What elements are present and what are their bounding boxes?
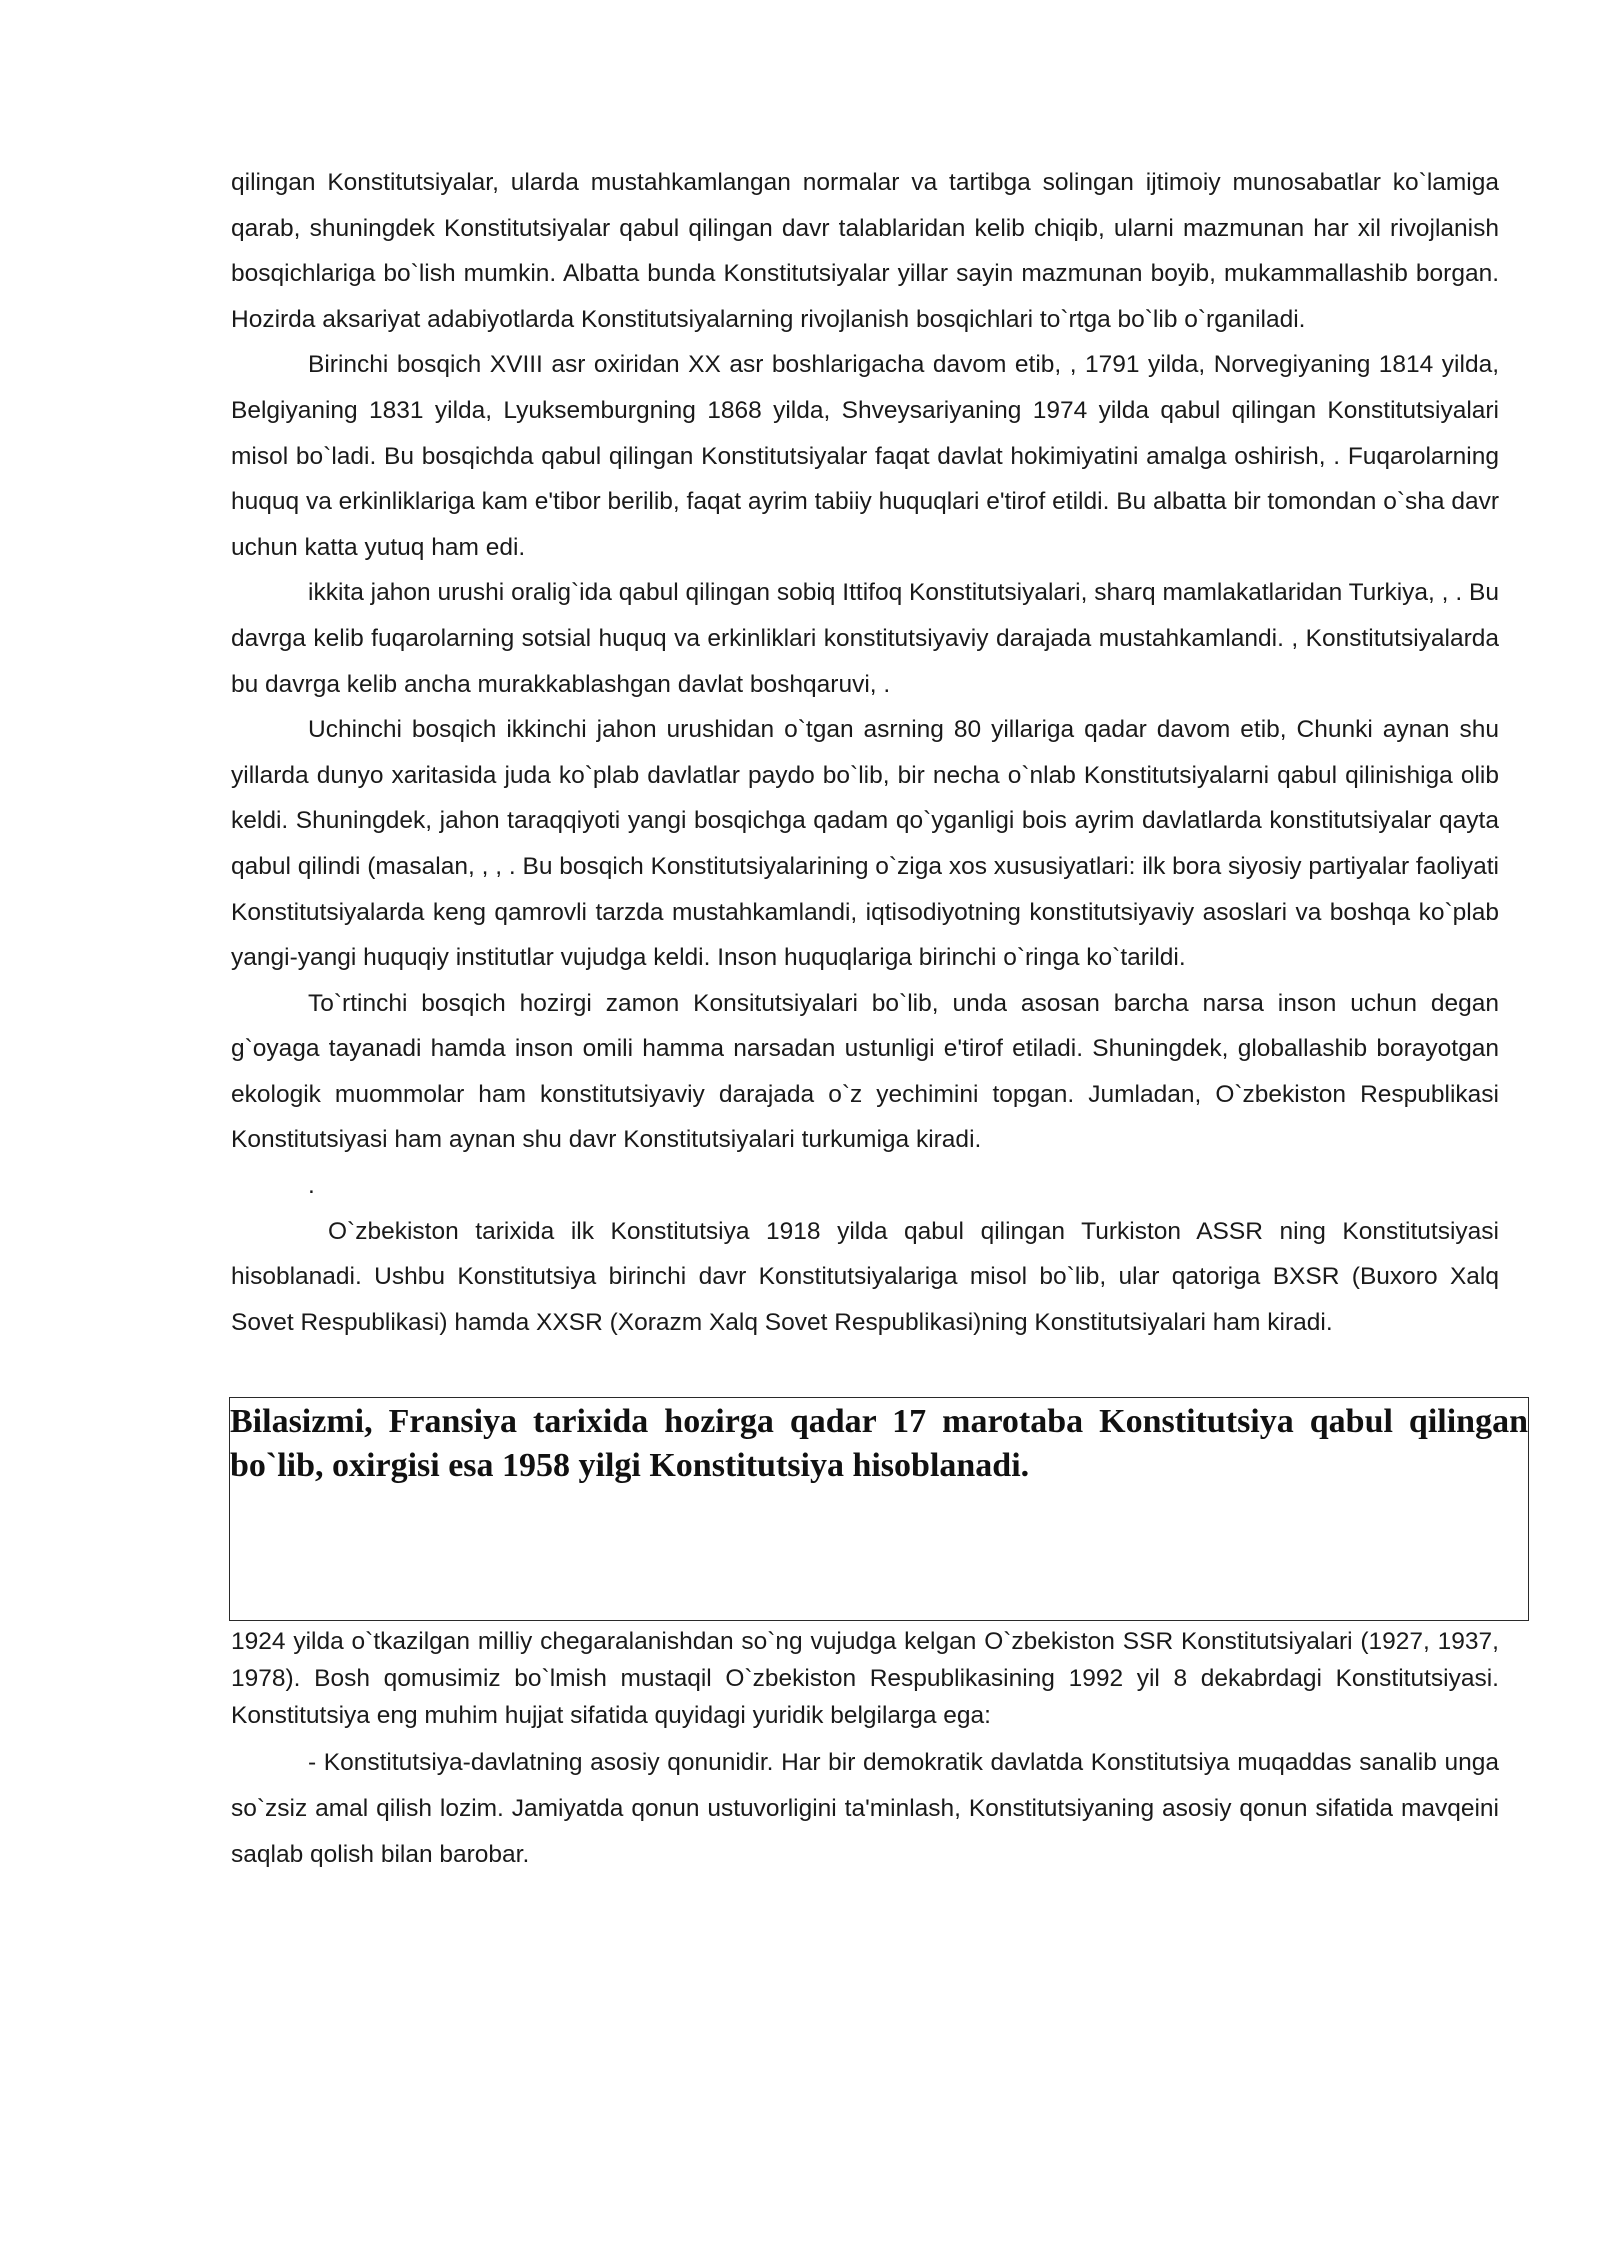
did-you-know-box — [229, 1397, 1529, 1621]
paragraph-uzbek-ssr: 1924 yilda o`tkazilgan milliy chegaralanishdan so`ng vujudga kelgan O`zbekiston SSR Konstitutsiyalari (1927, 1937, 1978). Bosh qomusimiz bo`lmish mustaqil O`zbekiston Respublikasining 1992 yil 8 dekabrdagi Konstitutsiyasi. Konstitutsiya eng muhim hujjat sifatida quyidagi yuridik belgilarga ega: — [231, 1628, 1499, 1730]
paragraph-first-stage: Birinchi bosqich XVIII asr oxiridan XX asr boshlarigacha davom etib, , 1791 yilda, Norvegiyaning 1814 yilda, Belgiyaning 1831 yilda, Lyuksemburgning 1868 yilda, Shveysariyaning 1974 yilda qabul qilingan Konstitutsiyalari misol bo`ladi. Bu bosqichda qabul qilingan Konstitutsiyalar faqat davlat hokimiyatini amalga oshirish, . Fuqarolarning huquq va erkinliklariga kam e'tibor berilib, faqat ayrim tabiiy huquqlari e'tirof etildi. Bu albatta bir tomondan o`sha davr uchun katta yutuq ham edi. — [231, 351, 1499, 561]
document-body — [230, 160, 1528, 1877]
paragraph-third-stage: Uchinchi bosqich ikkinchi jahon urushidan o`tgan asrning 80 yillariga qadar davom etib, Chunki aynan shu yillarda dunyo xaritasida juda ko`plab davlatlar paydo bo`lib, bir necha o`nlab Konstitutsiyalarni qabul qilinishiga olib keldi. Shuningdek, jahon taraqqiyoti yangi bosqichga qadam qo`yganligi bois ayrim davlatlarda konstitutsiyalar qayta qabul qilindi (masalan, , , . Bu bosqich Konstitutsiyalarining o`ziga xos xususiyatlari: ilk bora siyosiy partiyalar faoliyati Konstitutsiyalarda keng qamrovli tarzda mustahkamlandi, iqtisodiyotning konstitutsiyaviy asoslari va boshqa ko`plab yangi-yangi huquqiy institutlar vujudga keldi. Inson huquqlariga birinchi o`ringa ko`tarildi. — [231, 716, 1499, 972]
paragraph-uzbekistan-history: O`zbekiston tarixida ilk Konstitutsiya 1918 yilda qabul qilingan Turkiston ASSR ning Konstitutsiyasi hisoblanadi. Ushbu Konstitutsiya birinchi davr Konstitutsiyalariga misol bo`lib, ular qatoriga BXSR (Buxoro Xalq Sovet Respublikasi) hamda XXSR (Xorazm Xalq Sovet Respublikasi)ning Konstitutsiyalari ham kiradi. — [231, 1217, 1499, 1336]
paragraph-constitution-main-law: - Konstitutsiya-davlatning asosiy qonunidir. Har bir demokratik davlatda Konstitutsiya muqaddas sanalib unga so`zsiz amal qilish lozim. Jamiyatda qonun ustuvorligini ta'minlash, Konstitutsiyaning asosiy qonun sifatida mavqeini saqlab qolish bilan barobar. — [231, 1749, 1499, 1868]
paragraph-intro: qilingan Konstitutsiyalar, ularda mustahkamlangan normalar va tartibga solingan ijtimoiy munosabatlar ko`lamiga qarab, shuningdek Konstitutsiyalar qabul qilingan davr talablaridan kelib chiqib, ularni mazmunan har xil rivojlanish bosqichlariga bo`lish mumkin. Albatta bunda Konstitutsiyalar yillar sayin mazmunan boyib, mukammallashib borgan. Hozirda aksariyat adabiyotlarda Konstitutsiyalarning rivojlanish bosqichlari to`rtga bo`lib o`rganiladi. — [231, 169, 1499, 333]
paragraph-fourth-stage: To`rtinchi bosqich hozirgi zamon Konsitutsiyalari bo`lib, unda asosan barcha narsa inson uchun degan g`oyaga tayanadi hamda inson omili hamma narsadan ustunligi e'tirof etiladi. Shuningdek, globallashib borayotgan ekologik muommolar ham konstitutsiyaviy darajada o`z yechimini topgan. Jumladan, O`zbekiston Respublikasi Konstitutsiyasi ham aynan shu davr Konstitutsiyalari turkumiga kiradi. — [231, 989, 1499, 1154]
dot-line: . — [308, 1172, 315, 1200]
did-you-know-text: Bilasizmi, Fransiya tarixida hozirga qadar 17 marotaba Konstitutsiya qabul qilingan bo`lib, oxirgisi esa 1958 yilgi Konstitutsiya hisoblanadi. — [230, 1403, 1528, 1485]
paragraph-second-stage: ikkita jahon urushi oralig`ida qabul qilingan sobiq Ittifoq Konstitutsiyalari, sharq mamlakatlaridan Turkiya, , . Bu davrga kelib fuqarolarning sotsial huquq va erkinliklari konstitutsiyaviy darajada mustahkamlandi. , Konstitutsiyalarda bu davrga kelib ancha murakkablashgan davlat boshqaruvi, . — [231, 579, 1499, 698]
